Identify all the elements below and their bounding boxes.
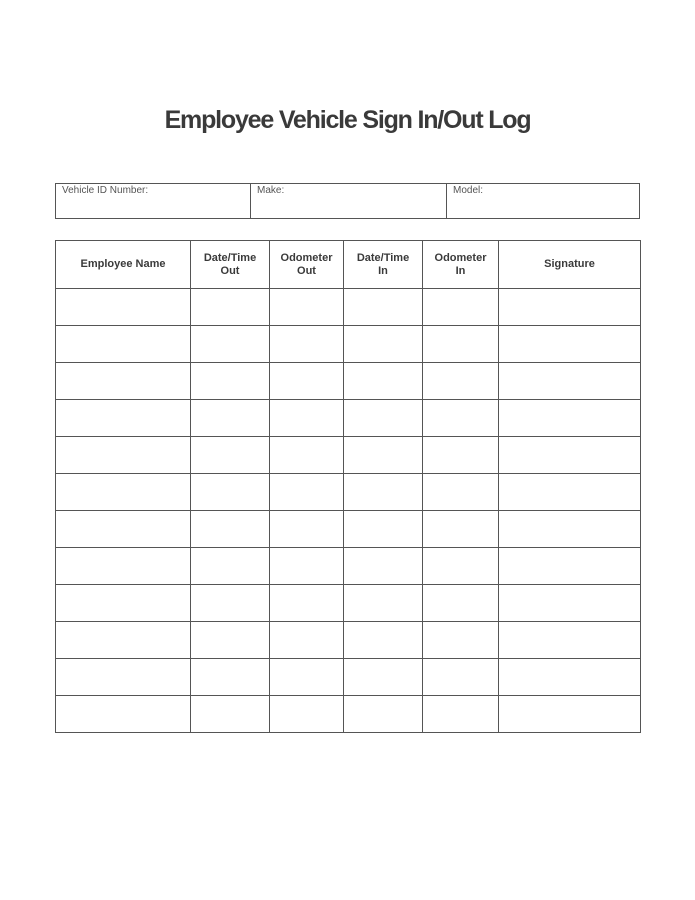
vehicle-info-box	[55, 183, 640, 219]
page-title: Employee Vehicle Sign In/Out Log	[164, 106, 531, 134]
employee-name-cell[interactable]	[56, 585, 191, 622]
employee-name-cell[interactable]	[56, 622, 191, 659]
odometer-out-cell[interactable]	[270, 363, 344, 400]
odometer-out-cell[interactable]	[270, 326, 344, 363]
column-header-employee-name: Employee Name	[56, 241, 191, 289]
datetime-in-cell[interactable]	[344, 326, 423, 363]
table-header-row	[56, 241, 641, 289]
odometer-out-cell[interactable]	[270, 474, 344, 511]
odometer-out-cell[interactable]	[270, 622, 344, 659]
datetime-in-cell[interactable]	[344, 548, 423, 585]
table-row	[56, 437, 641, 474]
table-row	[56, 696, 641, 733]
table-row	[56, 289, 641, 326]
odometer-in-cell[interactable]	[423, 437, 499, 474]
datetime-out-cell[interactable]	[191, 437, 270, 474]
datetime-in-cell[interactable]	[344, 585, 423, 622]
table-row	[56, 474, 641, 511]
signature-cell[interactable]	[499, 289, 641, 326]
table-row	[56, 400, 641, 437]
datetime-out-cell[interactable]	[191, 289, 270, 326]
odometer-in-cell[interactable]	[423, 696, 499, 733]
odometer-in-cell[interactable]	[423, 289, 499, 326]
column-header-datetime-in: Date/Time In	[344, 241, 423, 289]
table-row	[56, 548, 641, 585]
employee-name-cell[interactable]	[56, 548, 191, 585]
model-field[interactable]	[447, 184, 639, 218]
table-row	[56, 659, 641, 696]
odometer-out-cell[interactable]	[270, 659, 344, 696]
datetime-in-cell[interactable]	[344, 511, 423, 548]
datetime-out-cell[interactable]	[191, 474, 270, 511]
datetime-out-cell[interactable]	[191, 400, 270, 437]
datetime-out-cell[interactable]	[191, 659, 270, 696]
signature-cell[interactable]	[499, 437, 641, 474]
vehicle-id-field[interactable]	[56, 184, 251, 218]
datetime-in-cell[interactable]	[344, 437, 423, 474]
odometer-out-cell[interactable]	[270, 585, 344, 622]
employee-name-cell[interactable]	[56, 289, 191, 326]
signature-cell[interactable]	[499, 363, 641, 400]
signature-cell[interactable]	[499, 585, 641, 622]
datetime-out-cell[interactable]	[191, 585, 270, 622]
employee-name-cell[interactable]	[56, 474, 191, 511]
signature-cell[interactable]	[499, 326, 641, 363]
signature-cell[interactable]	[499, 548, 641, 585]
odometer-out-cell[interactable]	[270, 696, 344, 733]
column-header-signature: Signature	[499, 241, 641, 289]
datetime-in-cell[interactable]	[344, 659, 423, 696]
odometer-in-cell[interactable]	[423, 659, 499, 696]
datetime-in-cell[interactable]	[344, 363, 423, 400]
signature-cell[interactable]	[499, 659, 641, 696]
datetime-in-cell[interactable]	[344, 474, 423, 511]
employee-name-cell[interactable]	[56, 363, 191, 400]
datetime-in-cell[interactable]	[344, 289, 423, 326]
datetime-in-cell[interactable]	[344, 622, 423, 659]
employee-name-cell[interactable]	[56, 696, 191, 733]
employee-name-cell[interactable]	[56, 400, 191, 437]
vehicle-id-label: Vehicle ID Number:	[62, 185, 149, 196]
odometer-out-cell[interactable]	[270, 548, 344, 585]
odometer-in-cell[interactable]	[423, 511, 499, 548]
signature-cell[interactable]	[499, 474, 641, 511]
odometer-out-cell[interactable]	[270, 289, 344, 326]
odometer-in-cell[interactable]	[423, 363, 499, 400]
datetime-out-cell[interactable]	[191, 326, 270, 363]
table-row	[56, 326, 641, 363]
datetime-out-cell[interactable]	[191, 548, 270, 585]
table-row	[56, 622, 641, 659]
odometer-out-cell[interactable]	[270, 511, 344, 548]
employee-name-cell[interactable]	[56, 511, 191, 548]
table-row	[56, 511, 641, 548]
make-field[interactable]	[251, 184, 447, 218]
odometer-out-cell[interactable]	[270, 400, 344, 437]
datetime-in-cell[interactable]	[344, 400, 423, 437]
datetime-out-cell[interactable]	[191, 511, 270, 548]
column-header-odometer-out: Odometer Out	[270, 241, 344, 289]
signature-cell[interactable]	[499, 400, 641, 437]
signature-cell[interactable]	[499, 511, 641, 548]
table-row	[56, 363, 641, 400]
employee-name-cell[interactable]	[56, 326, 191, 363]
column-header-datetime-out: Date/Time Out	[191, 241, 270, 289]
odometer-in-cell[interactable]	[423, 326, 499, 363]
datetime-in-cell[interactable]	[344, 696, 423, 733]
datetime-out-cell[interactable]	[191, 696, 270, 733]
employee-name-cell[interactable]	[56, 659, 191, 696]
table-body	[56, 289, 641, 733]
signature-cell[interactable]	[499, 696, 641, 733]
sign-in-out-log-table	[55, 240, 641, 733]
employee-name-cell[interactable]	[56, 437, 191, 474]
odometer-in-cell[interactable]	[423, 622, 499, 659]
datetime-out-cell[interactable]	[191, 622, 270, 659]
signature-cell[interactable]	[499, 622, 641, 659]
odometer-out-cell[interactable]	[270, 437, 344, 474]
odometer-in-cell[interactable]	[423, 400, 499, 437]
model-label: Model:	[453, 185, 484, 196]
table-row	[56, 585, 641, 622]
datetime-out-cell[interactable]	[191, 363, 270, 400]
odometer-in-cell[interactable]	[423, 548, 499, 585]
make-label: Make:	[257, 185, 285, 196]
column-header-odometer-in: Odometer In	[423, 241, 499, 289]
odometer-in-cell[interactable]	[423, 474, 499, 511]
odometer-in-cell[interactable]	[423, 585, 499, 622]
